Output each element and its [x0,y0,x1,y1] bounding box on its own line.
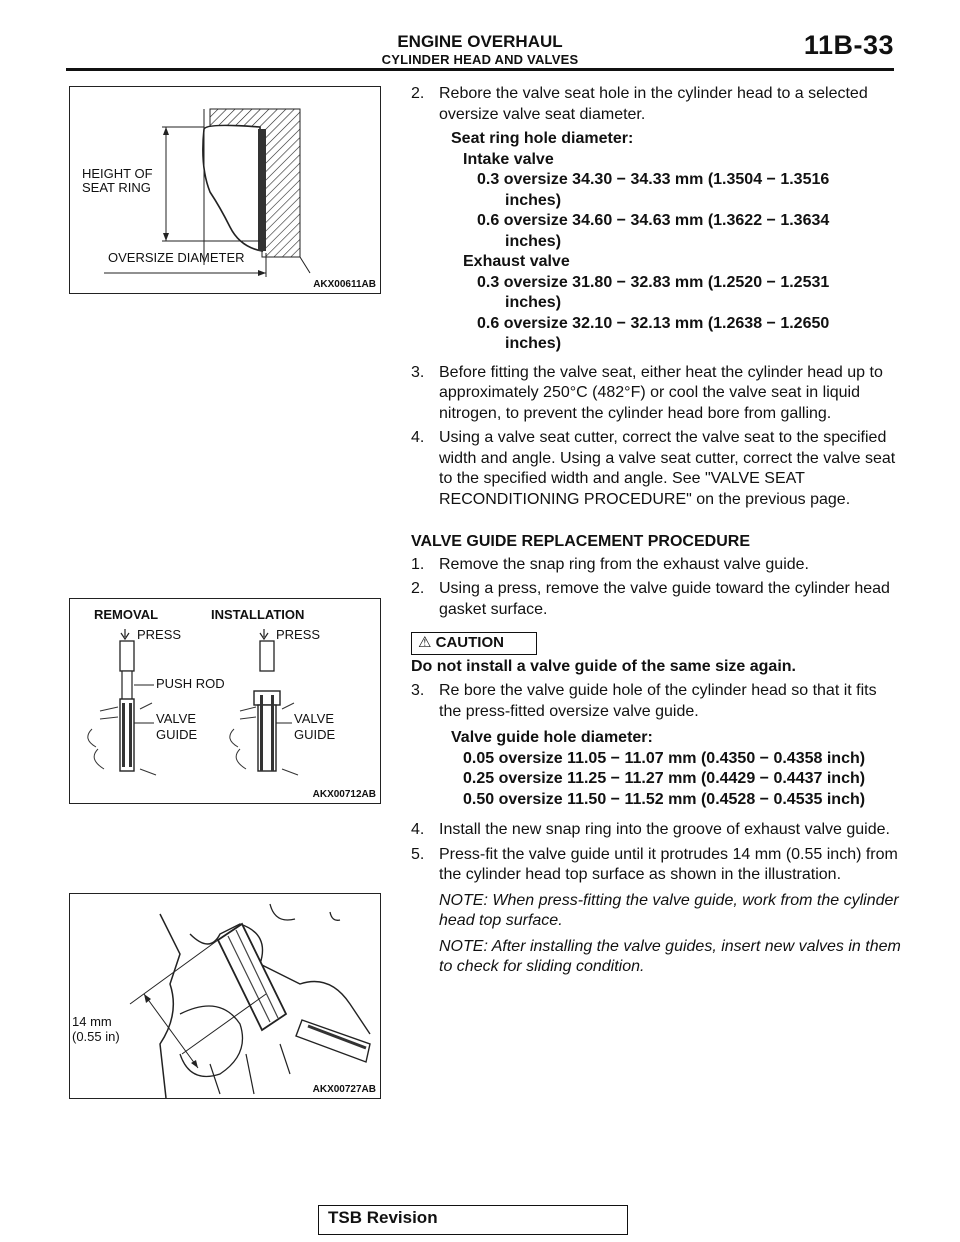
figure-valve-guide [69,598,381,804]
step-2 [411,84,901,125]
step-4 [411,428,901,510]
section-heading: VALVE GUIDE REPLACEMENT PROCEDURE [411,533,750,550]
label-valve-right-line2: GUIDE [294,727,336,742]
figure-guide-protrusion [69,893,381,1099]
step-text: Remove the snap ring from the exhaust valve guide. [439,555,809,573]
figure-id: AKX00727AB [312,1084,376,1095]
body-text [411,84,901,982]
label-protrusion-dimension [72,1014,120,1044]
label-installation: INSTALLATION [211,607,305,622]
page-title: ENGINE OVERHAUL [397,32,563,51]
label-valve-left-line1: VALVE [156,711,196,726]
guide-step-4 [411,820,901,841]
guide-step-1 [411,555,901,576]
step-number: 3. [411,682,425,699]
spec-heading: Seat ring hole diameter: [451,130,634,147]
caution-word: CAUTION [435,634,504,651]
protrusion-illustration [70,894,380,1098]
spec-row: 0.05 oversize 11.05 − 11.07 mm (0.4350 − 0.4358 inch) [463,749,866,767]
page-number: 11B-33 [803,30,894,60]
spec-heading: Valve guide hole diameter: [451,729,653,746]
step-number: 4. [411,821,425,838]
step-text: Press-fit the valve guide until it protrudes 14 mm (0.55 inch) from the cylinder head top surface as shown in the illustration. [439,845,898,883]
label-valve-left-line2: GUIDE [156,727,198,742]
step-number: 3. [411,363,425,381]
caution-text: Do not install a valve guide of the same size again. [411,657,796,675]
label-valve-guide-right [294,711,335,743]
step-text: Rebore the valve seat hole in the cylinder head to a selected oversize valve seat diameter. [439,85,868,123]
step-number: 4. [411,429,425,446]
label-oversize-diameter: OVERSIZE DIAMETER [108,250,245,265]
spec-intake-1: 0.3 oversize 34.30 − 34.33 mm (1.3504 − 1.3516 [477,171,830,188]
label-press-right: PRESS [276,627,321,642]
label-dim-in: (0.55 in) [72,1029,120,1044]
spec-intake-2: 0.6 oversize 34.60 − 34.63 mm (1.3622 − 1.3634 [477,212,830,229]
spec-intake-1-cont: inches) [505,191,562,209]
label-height-seat-ring [82,167,153,195]
note-1: NOTE: When press-fitting the valve guide, work from the cylinder head top surface. [439,891,899,929]
spec-exhaust-2-cont: inches) [505,335,562,352]
guide-step-5 [411,845,901,978]
valve-guide-illustration [70,599,380,803]
label-valve-guide-left [156,711,197,743]
spec-row: 0.50 oversize 11.50 − 11.52 mm (0.4528 − 0.4535 inch) [463,790,866,808]
step-text: Re bore the valve guide hole of the cylinder head so that it fits the press-fitted oversize valve guide. [439,682,877,720]
label-push-rod: PUSH ROD [156,676,225,691]
spec-exhaust-1: 0.3 oversize 31.80 − 32.83 mm (1.2520 − 1.2531 [477,273,830,291]
step-text: Before fitting the valve seat, either heat the cylinder head up to approximately 250°C (482°F) or cool the valve seat in liquid nitrogen, to prevent the cylinder head bore from galling. [439,363,883,422]
spec-exhaust-1-cont: inches) [505,294,562,311]
step-text: Using a valve seat cutter, correct the valve seat to the specified width and angle. Using a valve seat cutter, correct the valve seat to the specified width and angle. See "VALVE SEAT RECONDITIONING PROCEDURE" on the previous page. [439,429,896,508]
spec-intake: Intake valve [463,150,554,168]
page-subtitle: CYLINDER HEAD AND VALVES [381,52,579,67]
guide-hole-spec [411,728,901,810]
figure-seat-ring [69,86,381,294]
step-number: 5. [411,845,425,863]
label-height-line1: HEIGHT OF [82,166,153,181]
figure-id: AKX00611AB [313,279,376,290]
note-2: NOTE: After installing the valve guides, insert new valves in them to check for sliding condition. [439,937,901,975]
warning-icon: ⚠ [418,634,432,651]
step-text: Install the new snap ring into the groove of exhaust valve guide. [439,821,890,838]
spec-row: 0.25 oversize 11.25 − 11.27 mm (0.4429 − 0.4437 inch) [463,770,866,787]
guide-step-3 [411,681,901,722]
step-number: 2. [411,580,425,597]
header-rule [66,68,894,71]
caution-label [411,632,537,655]
tsb-revision: TSB Revision [328,1208,438,1227]
step-number: 1. [411,555,425,573]
seat-ring-spec [411,129,901,355]
guide-step-2 [411,579,901,620]
step-text: Using a press, remove the valve guide toward the cylinder head gasket surface. [439,580,890,618]
figure-id: AKX00712AB [312,789,376,800]
label-valve-right-line1: VALVE [294,711,334,726]
spec-exhaust-2: 0.6 oversize 32.10 − 32.13 mm (1.2638 − 1.2650 [477,314,830,332]
label-press-left: PRESS [137,627,182,642]
spec-exhaust: Exhaust valve [463,253,570,270]
step-3 [411,363,901,425]
label-height-line2: SEAT RING [82,180,151,195]
label-removal: REMOVAL [94,607,159,622]
spec-intake-2-cont: inches) [505,232,562,250]
step-number: 2. [411,85,425,102]
label-dim-mm: 14 mm [72,1014,112,1029]
